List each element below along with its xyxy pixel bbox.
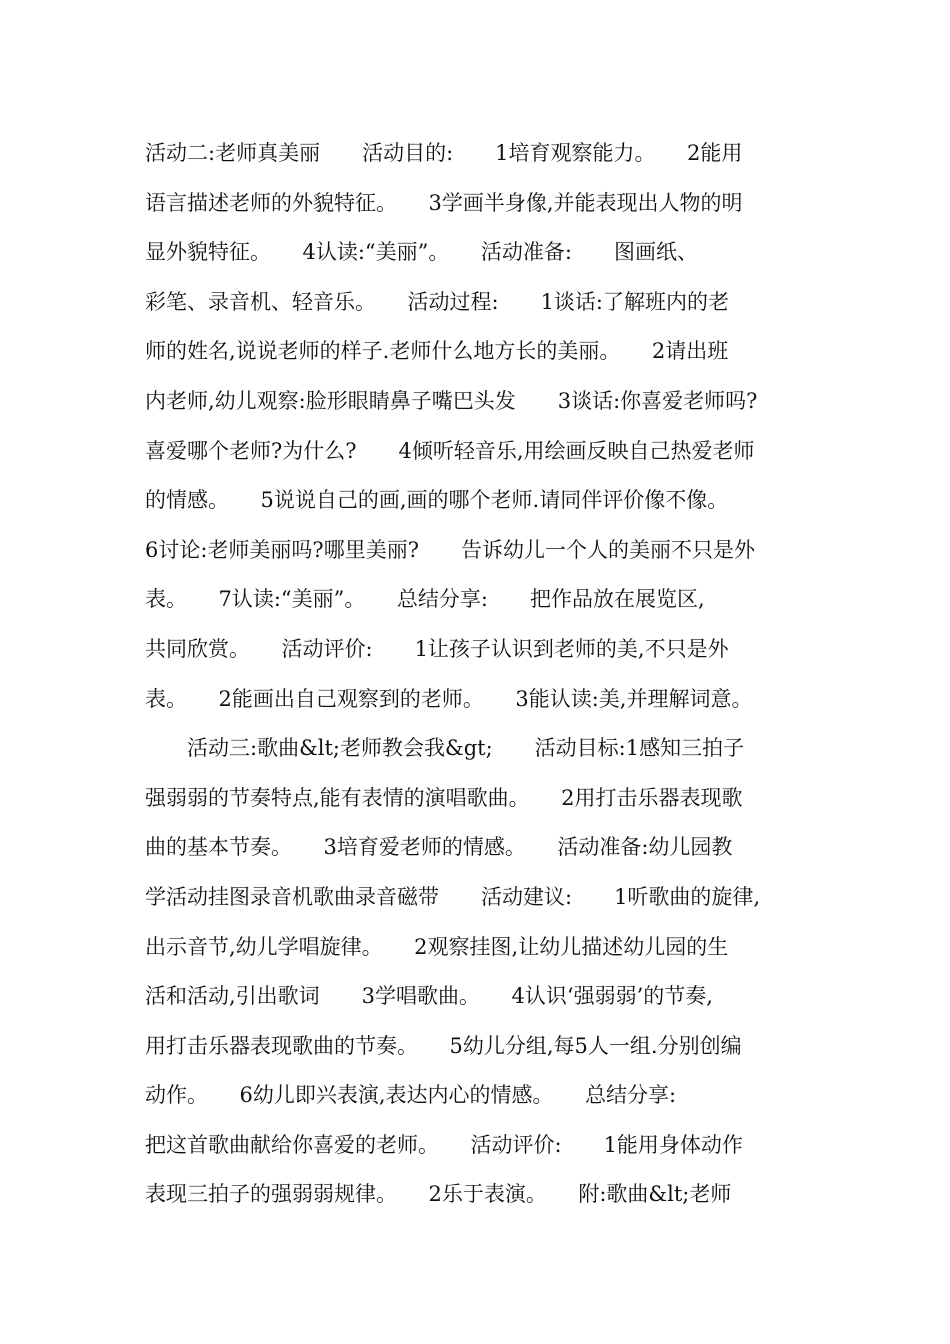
text-line-16: 学活动挂图录音机歌曲录音磁带 活动建议: 1听歌曲的旋律,: [145, 884, 761, 909]
text-line-14: 强弱弱的节奏特点,能有表情的演唱歌曲。 2用打击乐器表现歌: [145, 785, 743, 810]
text-line-4: 彩笔、录音机、轻音乐。 活动过程: 1谈话:了解班内的老: [145, 289, 730, 314]
text-line-3: 显外貌特征。 4认读:“美丽”。 活动准备: 图画纸、: [145, 240, 698, 265]
text-line-19: 用打击乐器表现歌曲的节奏。 5幼儿分组,每5人一组.分别创编: [145, 1033, 742, 1058]
text-line-17: 出示音节,幼儿学唱旋律。 2观察挂图,让幼儿描述幼儿园的生: [145, 934, 729, 959]
text-line-8: 的情感。 5说说自己的画,画的哪个老师.请同伴评价像不像。: [145, 488, 729, 513]
text-line-7: 喜爱哪个老师?为什么? 4倾听轻音乐,用绘画反映自己热爱老师: [145, 438, 755, 463]
text-line-18: 活和活动,引出歌词 3学唱歌曲。 4认识‘强弱弱’的节奏,: [145, 984, 713, 1009]
text-line-6: 内老师,幼儿观察:脸形眼睛鼻子嘴巴头发 3谈话:你喜爱老师吗?: [145, 388, 758, 413]
text-line-5: 师的姓名,说说老师的样子.老师什么地方长的美丽。 2请出班: [145, 339, 729, 364]
text-line-20: 动作。 6幼儿即兴表演,表达内心的情感。 总结分享:: [145, 1083, 677, 1108]
text-line-13: 活动三:歌曲&lt;老师教会我&gt; 活动目标:1感知三拍子: [145, 736, 745, 761]
text-line-10: 表。 7认读:“美丽”。 总结分享: 把作品放在展览区,: [145, 587, 705, 612]
text-line-9: 6讨论:老师美丽吗?哪里美丽? 告诉幼儿一个人的美丽不只是外: [145, 537, 755, 562]
text-line-15: 曲的基本节奏。 3培育爱老师的情感。 活动准备:幼儿园教: [145, 835, 733, 860]
text-line-1: 活动二:老师真美丽 活动目的: 1培育观察能力。 2能用: [145, 141, 743, 165]
text-line-21: 把这首歌曲献给你喜爱的老师。 活动评价: 1能用身体动作: [145, 1132, 743, 1157]
body-text: [145, 129, 815, 1220]
text-line-11: 共同欣赏。 活动评价: 1让孩子认识到老师的美,不只是外: [145, 636, 729, 661]
text-line-22: 表现三拍子的强弱弱规律。 2乐于表演。 附:歌曲&lt;老师: [145, 1182, 732, 1207]
text-line-2: 语言描述老师的外貌特征。 3学画半身像,并能表现出人物的明: [145, 190, 743, 215]
text-line-12: 表。 2能画出自己观察到的老师。 3能认读:美,并理解词意。: [145, 686, 753, 711]
